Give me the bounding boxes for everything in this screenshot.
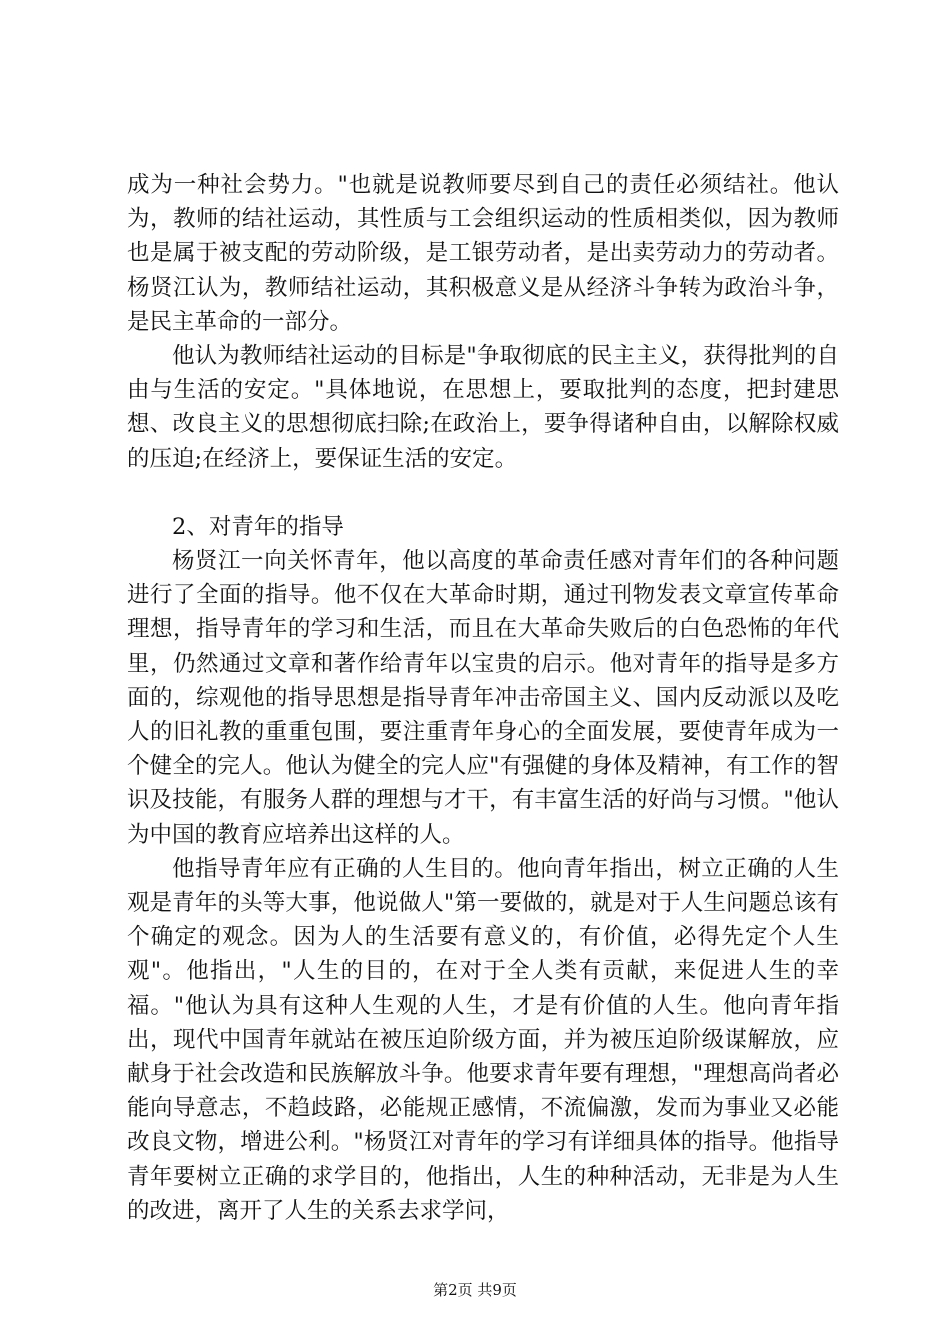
page-number-footer: 第2页 共9页 (433, 1281, 517, 1299)
paragraph-life-purpose: 他指导青年应有正确的人生目的。他向青年指出，树立正确的人生观是青年的头等大事，他说做人"第一要做的，就是对于人生问题总该有个确定的观念。因为人的生活要有意义的，有价值，必得先定个人生观"。他指出，"人生的目的，在对于全人类有贡献，来促进人生的幸福。"他认为具有这种人生观的人生，才是有价值的人生。他向青年指出，现代中国青年就站在被压迫阶级方面，并为被压迫阶级谋解放，应献身于社会改造和民族解放斗争。他要求青年要有理想，"理想高尚者必能向导意志，不趋歧路，必能规正感情，不流偏激，发而为事业又必能改良文物，增进公利。"杨贤江对青年的学习有详细具体的指导。他指导青年要树立正确的求学目的，他指出，人生的种种活动，无非是为人生的改进，离开了人生的关系去求学问， (127, 855, 839, 1224)
paragraph-teacher-union: 成为一种社会势力。"也就是说教师要尽到自己的责任必须结社。他认为，教师的结社运动，其性质与工会组织运动的性质相类似，因为教师也是属于被支配的劳动阶级，是工银劳动者，是出卖劳动力的劳动者。杨贤江认为，教师结社运动，其积极意义是从经济斗争转为政治斗争，是民主革命的一部分。 (127, 172, 839, 335)
paragraph-youth-guidance: 杨贤江一向关怀青年，他以高度的革命责任感对青年们的各种问题进行了全面的指导。他不仅在大革命时期，通过刊物发表文章宣传革命理想，指导青年的学习和生活，而且在大革命失败后的白色恐怖的年代里，仍然通过文章和著作给青年以宝贵的启示。他对青年的指导是多方面的，综观他的指导思想是指导青年冲击帝国主义、国内反动派以及吃人的旧礼教的重重包围，要注重青年身心的全面发展，要使青年成为一个健全的完人。他认为健全的完人应"有强健的身体及精神，有工作的智识及技能，有服务人群的理想与才干，有丰富生活的好尚与习惯。"他认为中国的教育应培养出这样的人。 (127, 548, 839, 848)
section-heading-youth-guidance: 2、对青年的指导 (172, 513, 344, 540)
paragraph-union-goals: 他认为教师结社运动的目标是"争取彻底的民主主义，获得批判的自由与生活的安定。"具体地说，在思想上，要取批判的态度，把封建思想、改良主义的思想彻底扫除;在政治上，要争得诸种自由，以解除权威的压迫;在经济上，要保证生活的安定。 (127, 343, 839, 472)
document-body (127, 168, 839, 1228)
